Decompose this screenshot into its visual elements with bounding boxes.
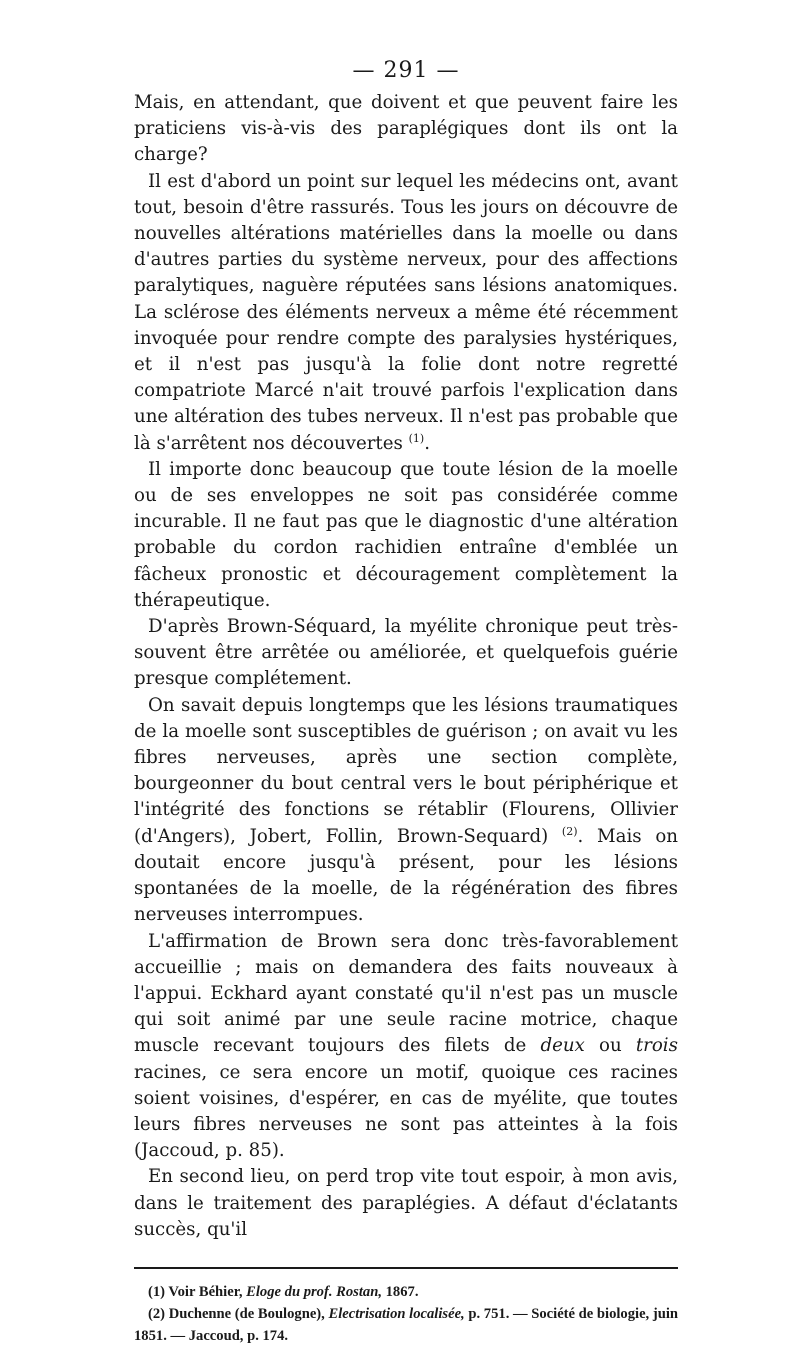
footnote-divider	[134, 1267, 678, 1269]
italic-trois: trois	[635, 1035, 678, 1057]
book-page	[134, 56, 678, 1347]
paragraph-5-continuation: Mais on doutait encore jusqu'à présent, pour les lésions spontanées de la moelle, de la régénération des fibres nerveuses interrompues.	[134, 825, 678, 926]
footnote-ref-2: (2)	[561, 824, 578, 838]
footnote-2-marker: (2)	[148, 1305, 166, 1322]
paragraph-5-text: On savait depuis longtemps que les lésions traumatiques de la moelle sont susceptibles de guérison ; on avait vu les fibres nerveuses, après une section complète, bourgeonner du bout central vers le bout périphérique et l'intégrité des fonctions se rétablir (Flourens, Ollivier (d'Angers), Jobert, Follin, Brown-Sequard)	[134, 694, 678, 847]
footnote-2-title: Electrisation localisée,	[328, 1305, 465, 1322]
footnote-1-year: 1867.	[385, 1283, 419, 1300]
paragraph-1: Mais, en attendant, que doivent et que peuvent faire les praticiens vis-à-vis des paraplégiques dont ils ont la charge?	[134, 92, 678, 166]
paragraph-4: D'après Brown-Séquard, la myélite chronique peut très-souvent être arrêtée ou améliorée, et quelquefois guérie presque complétement.	[134, 616, 678, 690]
word-ou: ou	[599, 1035, 622, 1057]
paragraph-3: Il importe donc beaucoup que toute lésion de la moelle ou de ses enveloppes ne soit pas considérée comme incurable. Il ne faut pas que le diagnostic d'une altération probable du cordon rachidien entraîne d'emblée un fâcheux pronostic et découragement complètement la thérapeutique.	[134, 458, 678, 611]
period: .	[577, 825, 584, 847]
footnote-2-text: Duchenne (de Boulogne),	[168, 1305, 325, 1322]
footnote-1-title: Eloge du prof. Rostan,	[246, 1283, 382, 1300]
footnote-1-text: Voir Béhier,	[168, 1283, 243, 1300]
paragraph-6-continuation: racines, ce sera encore un motif, quoique ces racines soient voisines, d'espérer, en cas de myélite, que toutes leurs fibres nerveuses ne sont pas atteintes à la fois (Jaccoud, p. 85).	[134, 1061, 678, 1162]
period: .	[424, 432, 431, 454]
italic-deux: deux	[540, 1035, 585, 1057]
footnote-2-ref: p. 751. — Société de biologie, juin 1851. — Jaccoud, p. 174.	[134, 1305, 679, 1344]
body-text	[134, 90, 678, 1243]
paragraph-2	[134, 169, 678, 457]
footnote-1-marker: (1)	[148, 1283, 166, 1300]
footnote-1	[134, 1281, 678, 1303]
footnotes	[134, 1281, 678, 1347]
paragraph-6	[134, 929, 678, 1165]
page-number: — 291 —	[352, 58, 460, 83]
paragraph-7: En second lieu, on perd trop vite tout espoir, à mon avis, dans le traitement des paraplégies. A défaut d'éclatants succès, qu'il	[134, 1166, 678, 1240]
footnote-ref-1: (1)	[408, 431, 425, 445]
paragraph-2-text: Il est d'abord un point sur lequel les médecins ont, avant tout, besoin d'être rassurés. Tous les jours on découvre de nouvelles altérations matérielles dans la moelle ou dans d'autres parties du système nerveux, pour des affections paralytiques, naguère réputées sans lésions anatomiques. La sclérose des éléments nerveux a même été récemment invoquée pour rendre compte des paralysies hystériques, et il n'est pas jusqu'à la folie dont notre regretté compatriote Marcé n'ait trouvé parfois l'explication dans une altération des tubes nerveux. Il n'est pas probable que là s'arrêtent nos découvertes	[134, 170, 678, 454]
paragraph-6-text: L'affirmation de Brown sera donc très-favorablement accueillie ; mais on demandera des faits nouveaux à l'appui. Eckhard ayant constaté qu'il n'est pas un muscle qui soit animé par une seule racine motrice, chaque muscle recevant toujours des filets de	[134, 930, 678, 1057]
footnote-2	[134, 1303, 678, 1347]
paragraph-5	[134, 693, 678, 929]
